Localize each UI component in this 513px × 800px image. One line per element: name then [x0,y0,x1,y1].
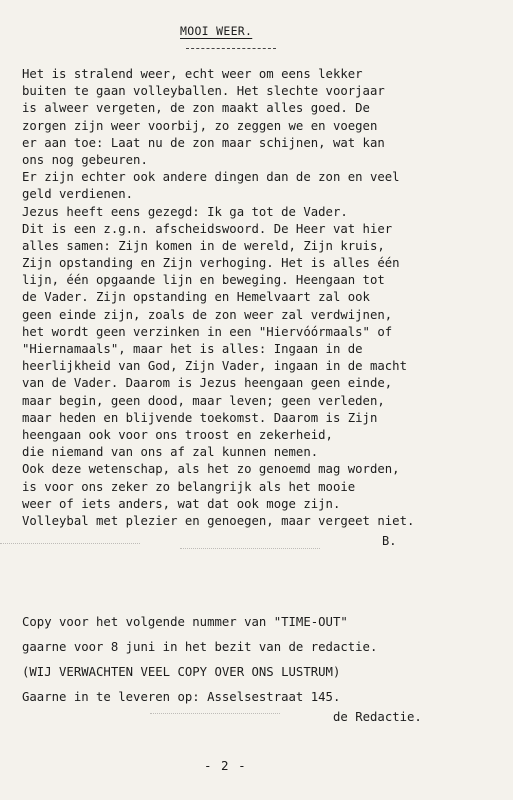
show-through-mark [180,548,320,549]
text-line: Ook deze wetenschap, als het zo genoemd mag worden, [22,462,400,477]
copy-notice [22,614,507,706]
copy-notice-line: Gaarne in te leveren op: Asselsestraat 145. [22,690,341,704]
text-line: Dit is een z.g.n. afscheidswoord. De Heer vat hier [22,221,393,236]
text-line: er aan toe: Laat nu de zon maar schijnen, wat kan [22,135,385,150]
text-line: geld verdienen. [22,187,134,202]
page-title: MOOI WEER. [180,24,253,38]
closing-signature: de Redactie. [333,710,422,724]
text-line: de Vader. Zijn opstanding en Hemelvaart zal ook [22,290,370,305]
copy-notice-line: gaarne voor 8 juni in het bezit van de redactie. [22,640,378,654]
signature: B. [382,534,397,548]
text-line: die niemand van ons af zal kunnen nemen. [22,445,319,460]
text-line: "Hiernamaals", maar het is alles: Ingaan in de [22,342,363,356]
text-line: Jezus heeft eens gezegd: Ik ga tot de Vader. [22,204,348,219]
copy-notice-line: (WIJ VERWACHTEN VEEL COPY OVER ONS LUSTRUM) [22,665,341,679]
text-line: maar begin, geen dood, maar leven; geen verleden, [22,393,385,408]
text-line: heengaan ook voor ons troost en zekerheid, [22,427,333,442]
text-line: maar heden en blijvende toekomst. Daarom is Zijn [22,410,378,425]
text-line: alles samen: Zijn komen in de wereld, Zijn kruis, [22,238,385,253]
text-line: heerlijkheid van God, Zijn Vader, ingaan in de macht [22,359,407,374]
show-through-mark [150,713,280,714]
text-line: buiten te gaan volleyballen. Het slechte voorjaar [22,84,385,99]
text-line: is alweer vergeten, de zon maakt alles goed. De [22,101,370,116]
text-line: van de Vader. Daarom is Jezus heengaan geen einde, [22,376,393,391]
text-line: weer of iets anders, wat dat ook moge zijn. [22,496,341,511]
text-line: het wordt geen verzinken in een "Hiervóórmaals" of [22,324,393,339]
text-line: ons nog gebeuren. [22,152,148,167]
text-line: Zijn opstanding en Zijn verhoging. Het is alles één [22,256,400,271]
text-line: lijn, één opgaande lijn en beweging. Heengaan tot [22,273,385,288]
text-line: Het is stralend weer, echt weer om eens lekker [22,67,363,81]
text-line: is voor ons zeker zo belangrijk als het mooie [22,479,356,494]
show-through-mark [0,543,140,544]
text-line: zorgen zijn weer voorbij, zo zeggen we en voegen [22,118,378,133]
text-line: Volleybal met plezier en genoegen, maar vergeet niet. [22,513,415,528]
title-underline-rule [186,48,276,49]
text-line: Er zijn echter ook andere dingen dan de zon en veel [22,170,400,185]
article-body [22,66,507,530]
text-line: geen einde zijn, zoals de zon weer zal verdwijnen, [22,307,393,322]
copy-notice-line: Copy voor het volgende nummer van "TIME-OUT" [22,615,348,629]
page-number: - 2 - [204,758,247,773]
